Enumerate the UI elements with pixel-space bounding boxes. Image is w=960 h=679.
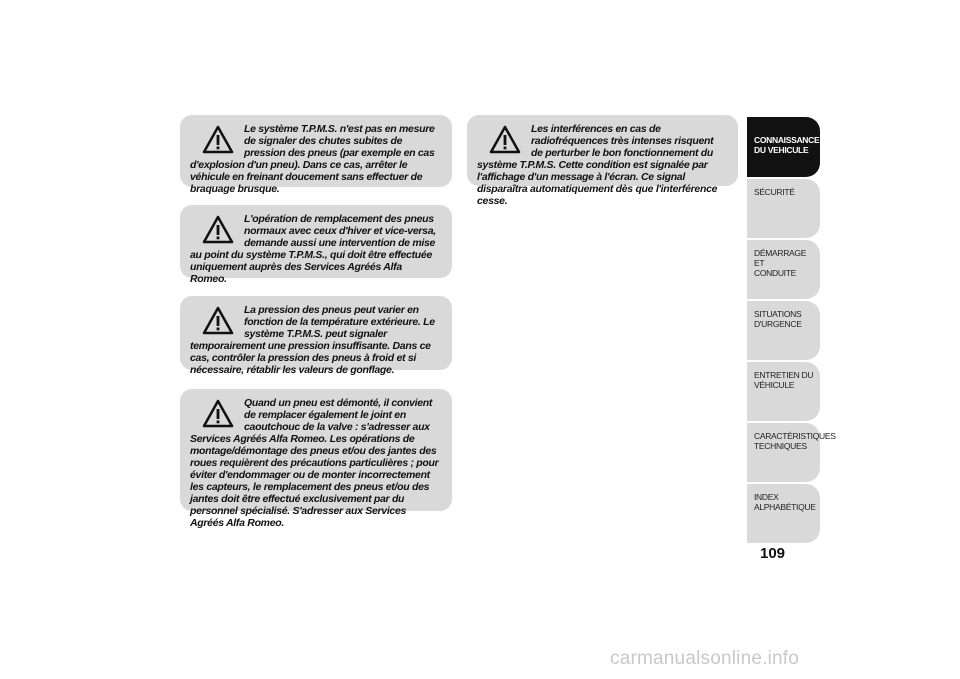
warning-text: Quand un pneu est démonté, il convient de remplacer également le joint en caoutchouc de la valve : s'adresser aux Services Agréés Alfa Romeo. Les opérations de montage/démontage des pneus et/ou des jantes des roues requièrent des précautions particulières ; pour éviter d'endommager ou de monter incorrectement les capteurs, le remplacement des pneus et/ou des jantes doit être effectué exclusivement par du personnel spécialisé. S'adresser aux Services Agréés Alfa Romeo. (190, 397, 439, 529)
warning-box (180, 205, 452, 285)
watermark: carmanualsonline.info (610, 648, 800, 669)
tab-label: CONDUITE (754, 268, 796, 278)
warning-triangle-icon (202, 306, 234, 336)
tab-entretien-du-vehicule[interactable] (747, 362, 820, 421)
tab-securite[interactable] (747, 179, 820, 238)
warning-text: La pression des pneus peut varier en fonction de la température extérieure. Le système T.P.M.S. peut signaler temporairement une pression insuffisante. Dans ce cas, contrôler la pression des pneus à froid et si nécessaire, rétablir les valeurs de gonflage. (190, 304, 435, 376)
tab-label: INDEX (754, 492, 779, 502)
warning-text: Le système T.P.M.S. n'est pas en mesure de signaler des chutes subites de pression des pneus (par exemple en cas d'explosion d'un pneu). Dans ce cas, arrêter le véhicule en freinant doucement sans effectuer de braquage brusque. (190, 123, 435, 195)
warning-box (467, 115, 738, 207)
tab-connaissance-du-vehicule[interactable] (747, 117, 820, 177)
page-number: 109 (760, 545, 786, 562)
tab-demarrage-et-conduite[interactable] (747, 240, 820, 299)
tab-label: SÉCURITÉ (754, 187, 795, 197)
warning-triangle-icon (202, 125, 234, 155)
warning-text: Les interférences en cas de radiofréquences très intenses risquent de perturber le bon fonctionnement du système T.P.M.S. Cette condition est signalée par l'affichage d'un message à l'écran. Ce signal disparaîtra automatiquement dès que l'interférence cesse. (477, 123, 718, 207)
tab-label: CONNAISSANCE (754, 135, 820, 145)
warning-triangle-icon (202, 215, 234, 245)
tab-index-alphabetique[interactable] (747, 484, 820, 543)
chapter-tabs (747, 117, 836, 545)
tab-label: D'URGENCE (754, 319, 802, 329)
tab-label: VÉHICULE (754, 380, 795, 390)
warning-triangle-icon (202, 399, 234, 429)
tab-label: ENTRETIEN DU (754, 370, 814, 380)
tab-situations-d-urgence[interactable] (747, 301, 820, 360)
warning-text: L'opération de remplacement des pneus normaux avec ceux d'hiver et vice-versa, demande aussi une intervention de mise au point du système T.P.M.S., qui doit être effectuée uniquement auprès des Services Agréés Alfa Romeo. (190, 213, 436, 285)
warning-box (180, 115, 452, 195)
tab-label: DÉMARRAGE ET (754, 248, 807, 268)
tab-label: ALPHABÉTIQUE (754, 502, 816, 512)
tab-label: CARACTÉRISTIQUES (754, 431, 836, 441)
tab-caracteristiques-techniques[interactable] (747, 423, 836, 482)
warning-box (180, 389, 452, 529)
tab-label: TECHNIQUES (754, 441, 807, 451)
tab-label: DU VEHICULE (754, 145, 809, 155)
warning-box (180, 296, 452, 376)
warning-triangle-icon (489, 125, 521, 155)
tab-label: SITUATIONS (754, 309, 802, 319)
